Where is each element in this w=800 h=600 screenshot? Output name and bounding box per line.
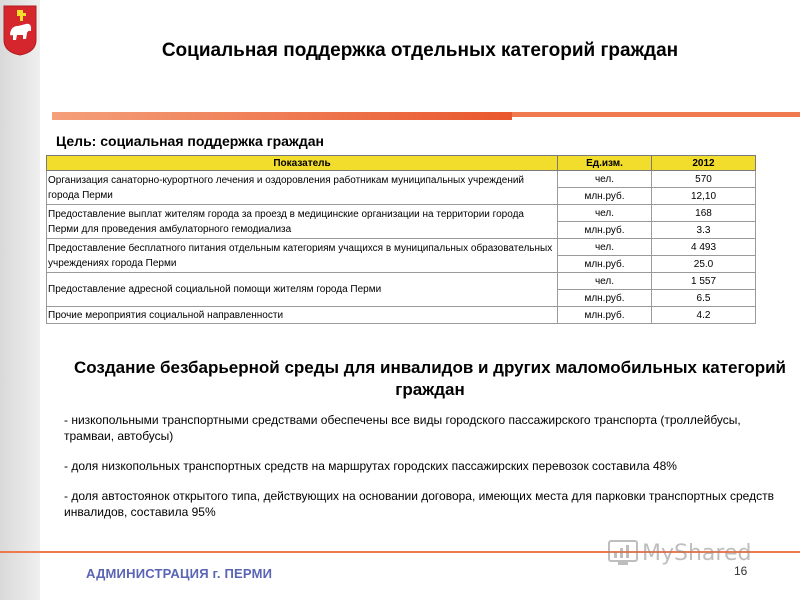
value-cell: 3.3 xyxy=(652,222,756,239)
value-cell: 570 xyxy=(652,171,756,188)
value-cell: 4 493 xyxy=(652,239,756,256)
indicator-cell: Предоставление бесплатного питания отдельным категориям учащихся в муниципальных образовательных учреждениях города Перми xyxy=(47,239,558,273)
table-row xyxy=(47,239,756,256)
bullet-list xyxy=(64,412,784,534)
unit-cell: млн.руб. xyxy=(558,188,652,205)
table-row xyxy=(47,273,756,290)
indicator-cell: Предоставление адресной социальной помощи жителям города Перми xyxy=(47,273,558,307)
indicator-cell: Предоставление выплат жителям города за проезд в медицинские организации на территории города Перми для проведения амбулаторного гемодиализа xyxy=(47,205,558,239)
page-title: Социальная поддержка отдельных категорий граждан xyxy=(161,40,679,61)
unit-cell: чел. xyxy=(558,171,652,188)
table-header-row xyxy=(47,156,756,171)
column-header-unit: Ед.изм. xyxy=(558,156,652,171)
bullet-item: - низкопольными транспортными средствами обеспечены все виды городского пассажирского транспорта (троллейбусы, трамваи, автобусы) xyxy=(64,413,741,443)
left-decor-strip xyxy=(0,0,40,600)
unit-cell: чел. xyxy=(558,273,652,290)
value-cell: 25.0 xyxy=(652,256,756,273)
myshared-logo-icon xyxy=(608,538,751,568)
goal-label: Цель: социальная поддержка граждан xyxy=(56,133,324,149)
section-title: Создание безбарьерной среды для инвалидов и других маломобильных категорий граждан xyxy=(73,358,787,399)
perm-coat-of-arms-icon xyxy=(2,4,38,56)
page-number: 16 xyxy=(734,564,748,578)
table-row xyxy=(47,205,756,222)
indicator-cell: Прочие мероприятия социальной направленности xyxy=(47,307,558,324)
title-underline-extension xyxy=(512,112,800,117)
unit-cell: чел. xyxy=(558,205,652,222)
value-cell: 1 557 xyxy=(652,273,756,290)
title-underline xyxy=(52,112,512,120)
value-cell: 4.2 xyxy=(652,307,756,324)
table-row xyxy=(47,307,756,324)
indicator-cell: Организация санаторно-курортного лечения и оздоровления работникам муниципальных учреждений города Перми xyxy=(47,171,558,205)
watermark-text: MyShared xyxy=(642,540,752,566)
unit-cell: млн.руб. xyxy=(558,290,652,307)
value-cell: 168 xyxy=(652,205,756,222)
bullet-item: - доля низкопольных транспортных средств на маршрутах городских пассажирских перевозок составила 48% xyxy=(64,459,677,473)
column-header-indicator: Показатель xyxy=(47,156,558,171)
column-header-year: 2012 xyxy=(652,156,756,171)
unit-cell: чел. xyxy=(558,239,652,256)
value-cell: 6.5 xyxy=(652,290,756,307)
unit-cell: млн.руб. xyxy=(558,256,652,273)
bullet-item: - доля автостоянок открытого типа, действующих на основании договора, имеющих места для парковки транспортных средств инвалидов, составила 95% xyxy=(64,489,774,519)
unit-cell: млн.руб. xyxy=(558,222,652,239)
support-table xyxy=(46,155,756,324)
unit-cell: млн.руб. xyxy=(558,307,652,324)
table-row xyxy=(47,171,756,188)
value-cell: 12,10 xyxy=(652,188,756,205)
footer-org-name: АДМИНИСТРАЦИЯ г. ПЕРМИ xyxy=(86,566,273,581)
